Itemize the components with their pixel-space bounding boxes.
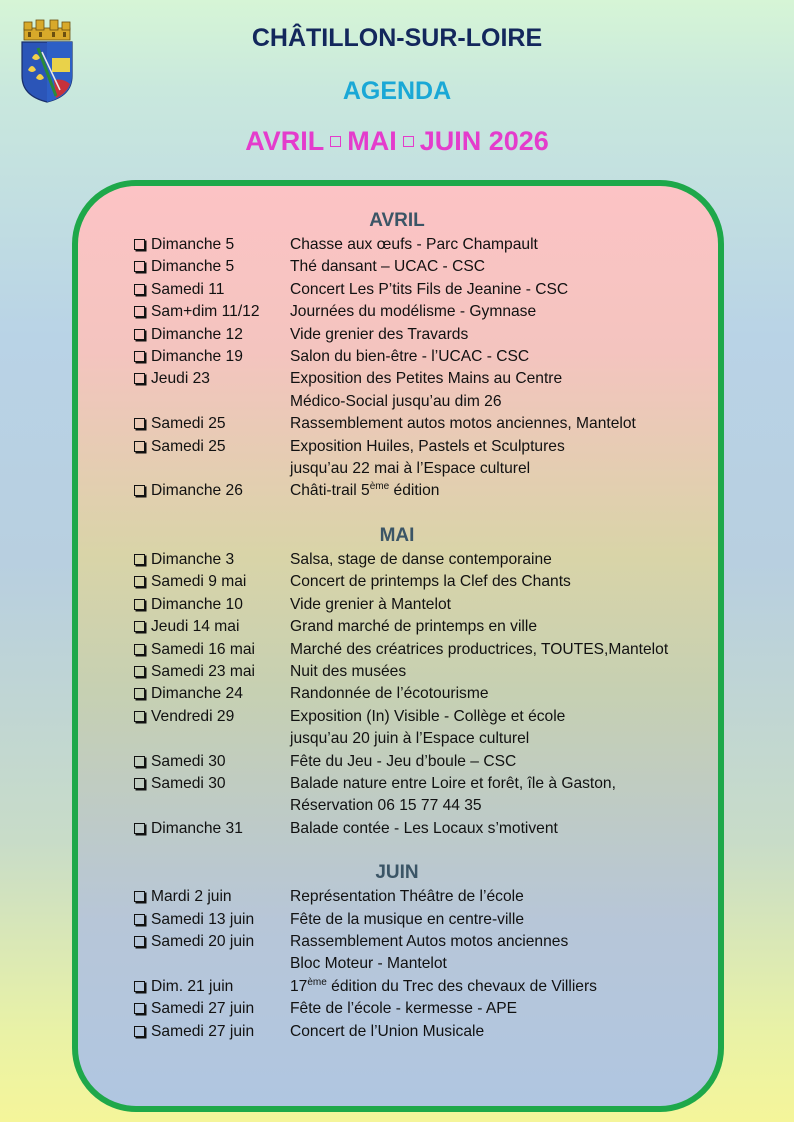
- checkbox-bullet-icon: [134, 418, 145, 429]
- event-row: [133, 256, 723, 278]
- agenda-subtitle: AGENDA: [342, 77, 452, 105]
- event-date: Dimanche 10: [151, 595, 243, 613]
- event-description: [290, 976, 723, 998]
- checkbox-bullet-icon: [134, 823, 145, 834]
- event-description: [290, 594, 723, 616]
- checkbox-bullet-icon: [134, 485, 145, 496]
- event-description: [290, 413, 723, 435]
- checkbox-bullet-icon: [134, 1026, 145, 1037]
- event-date: Samedi 13 juin: [151, 910, 255, 928]
- event-date: Samedi 20 juin: [151, 932, 255, 950]
- checkbox-bullet-icon: [134, 981, 145, 992]
- checkbox-bullet-icon: [134, 373, 145, 384]
- event-description-text: Vide grenier à Mantelot: [290, 595, 451, 613]
- event-row: [133, 976, 723, 998]
- event-description: [290, 818, 723, 840]
- event-description-text: Représentation Théâtre de l’école: [290, 888, 524, 906]
- event-date: Sam+dim 11/12: [151, 303, 260, 321]
- event-date: Samedi 30: [151, 752, 226, 770]
- event-row: [133, 616, 723, 638]
- event-date: Samedi 23 mai: [151, 662, 256, 680]
- checkbox-bullet-icon: [134, 351, 145, 362]
- event-description: [290, 279, 723, 301]
- event-description: [290, 346, 723, 368]
- event-row: [133, 1021, 723, 1043]
- event-description-text: 17: [290, 977, 308, 995]
- event-description-text: Exposition des Petites Mains au Centre Médico-Social jusqu’au dim 26: [290, 370, 563, 410]
- checkbox-bullet-icon: [134, 284, 145, 295]
- agenda-section-avril: [133, 208, 723, 503]
- event-description: [290, 998, 723, 1020]
- event-date: Dimanche 3: [151, 550, 235, 568]
- section-title: AVRIL: [369, 210, 425, 231]
- checkbox-bullet-icon: [134, 329, 145, 340]
- event-description-text: Fête de l’école - kermesse - APE: [290, 1000, 518, 1018]
- event-row: [133, 998, 723, 1020]
- event-row: [133, 886, 723, 908]
- separator-icon: [403, 136, 414, 147]
- event-row: [133, 683, 723, 705]
- event-description: [290, 683, 723, 705]
- period-part3: JUIN 2026: [419, 126, 549, 156]
- event-description: [290, 234, 723, 256]
- event-date: Dimanche 19: [151, 348, 243, 366]
- event-row: [133, 413, 723, 435]
- event-description: [290, 931, 723, 976]
- event-date: Jeudi 14 mai: [151, 618, 240, 636]
- period-part2: MAI: [347, 126, 397, 156]
- event-date: Samedi 25: [151, 437, 226, 455]
- event-description-text: Salon du bien-être - l’UCAC - CSC: [290, 348, 530, 366]
- agenda-content: [133, 208, 723, 1063]
- event-description-text: Concert de l’Union Musicale: [290, 1022, 485, 1040]
- event-description-text: Randonnée de l’écotourisme: [290, 685, 489, 703]
- event-description-text: Chasse aux œufs - Parc Champault: [290, 236, 538, 253]
- checkbox-bullet-icon: [134, 576, 145, 587]
- event-row: [133, 436, 723, 481]
- event-description: [290, 256, 723, 278]
- event-description: [290, 639, 723, 661]
- event-date: Dimanche 5: [151, 236, 235, 253]
- section-title: JUIN: [375, 862, 419, 884]
- event-row: [133, 706, 723, 751]
- event-row: [133, 751, 723, 773]
- event-date: Vendredi 29: [151, 707, 235, 725]
- event-row: [133, 346, 723, 368]
- event-description: [290, 773, 723, 818]
- event-description: [290, 909, 723, 931]
- event-row: [133, 594, 723, 616]
- event-description-text: Rassemblement autos motos anciennes, Mantelot: [290, 415, 636, 433]
- agenda-section-juin: [133, 860, 723, 1043]
- event-row: [133, 324, 723, 346]
- event-date: Dimanche 26: [151, 482, 243, 500]
- checkbox-bullet-icon: [134, 756, 145, 767]
- event-date: Dimanche 5: [151, 258, 235, 276]
- event-description-text: Salsa, stage de danse contemporaine: [290, 550, 552, 568]
- event-row: [133, 480, 723, 502]
- event-description: [290, 480, 723, 502]
- event-row: [133, 773, 723, 818]
- event-description: [290, 1021, 723, 1043]
- agenda-section-mai: [133, 523, 723, 840]
- event-row: [133, 301, 723, 323]
- checkbox-bullet-icon: [134, 778, 145, 789]
- event-description-text: Thé dansant – UCAC - CSC: [290, 258, 485, 276]
- event-date: Samedi 30: [151, 774, 226, 792]
- event-description: [290, 616, 723, 638]
- event-row: [133, 549, 723, 571]
- event-description: [290, 571, 723, 593]
- event-date: Samedi 27 juin: [151, 1022, 255, 1040]
- ordinal-superscript: ème: [307, 976, 327, 988]
- event-description-text: Balade contée - Les Locaux s’motivent: [290, 819, 558, 837]
- event-row: [133, 279, 723, 301]
- event-description-text: Rassemblement Autos motos anciennes Bloc Moteur - Mantelot: [290, 932, 569, 973]
- event-date: Samedi 25: [151, 415, 226, 433]
- separator-icon: [330, 136, 341, 147]
- event-date: Jeudi 23: [151, 370, 210, 388]
- checkbox-bullet-icon: [134, 688, 145, 699]
- event-date: Mardi 2 juin: [151, 888, 232, 906]
- event-description-text: Fête du Jeu - Jeu d’boule – CSC: [290, 752, 517, 770]
- period-title: [0, 126, 794, 157]
- event-description: [290, 324, 723, 346]
- event-row: [133, 571, 723, 593]
- event-date: Dimanche 24: [151, 685, 243, 703]
- checkbox-bullet-icon: [134, 261, 145, 272]
- event-description: [290, 661, 723, 683]
- event-description: [290, 549, 723, 571]
- period-part1: AVRIL: [245, 126, 325, 156]
- event-description: [290, 368, 723, 413]
- event-description-text: Concert Les P’tits Fils de Jeanine - CSC: [290, 280, 569, 298]
- event-description-text: Châti-trail 5: [290, 482, 370, 500]
- event-date: Samedi 27 juin: [151, 1000, 255, 1018]
- checkbox-bullet-icon: [134, 644, 145, 655]
- event-row: [133, 234, 723, 256]
- event-date: Samedi 9 mai: [151, 573, 247, 591]
- event-description-text: Journées du modélisme - Gymnase: [290, 303, 537, 321]
- event-description-text: Marché des créatrices productrices, TOUTES,Mantelot: [290, 640, 669, 658]
- checkbox-bullet-icon: [134, 914, 145, 925]
- event-row: [133, 661, 723, 683]
- event-date: Dim. 21 juin: [151, 977, 234, 995]
- checkbox-bullet-icon: [134, 621, 145, 632]
- event-description-text: Concert de printemps la Clef des Chants: [290, 573, 571, 591]
- event-date: Samedi 11: [151, 280, 225, 298]
- event-description-text: Exposition Huiles, Pastels et Sculptures jusqu’au 22 mai à l’Espace culturel: [290, 437, 565, 478]
- event-description: [290, 706, 723, 751]
- section-title: MAI: [379, 524, 415, 546]
- event-description-text: Nuit des musées: [290, 662, 407, 680]
- event-description: [290, 751, 723, 773]
- checkbox-bullet-icon: [134, 1003, 145, 1014]
- ordinal-superscript: ème: [369, 481, 390, 493]
- event-description: [290, 301, 723, 323]
- event-description-text: Fête de la musique en centre-ville: [290, 910, 525, 928]
- event-description-text: Balade nature entre Loire et forêt, île à Gaston, Réservation 06 15 77 44 35: [290, 774, 616, 815]
- event-row: [133, 909, 723, 931]
- event-row: [133, 368, 723, 413]
- event-row: [133, 818, 723, 840]
- checkbox-bullet-icon: [134, 441, 145, 452]
- checkbox-bullet-icon: [134, 554, 145, 565]
- checkbox-bullet-icon: [134, 711, 145, 722]
- checkbox-bullet-icon: [134, 891, 145, 902]
- event-description-text: édition du Trec des chevaux de Villiers: [326, 977, 597, 995]
- checkbox-bullet-icon: [134, 666, 145, 677]
- checkbox-bullet-icon: [134, 306, 145, 317]
- event-description-text: Vide grenier des Travards: [290, 325, 469, 343]
- event-row: [133, 639, 723, 661]
- event-description-text: Exposition (In) Visible - Collège et école jusqu’au 20 juin à l’Espace culturel: [290, 707, 566, 748]
- event-row: [133, 931, 723, 976]
- event-description: [290, 886, 723, 908]
- town-title: CHÂTILLON-SUR-LOIRE: [251, 24, 543, 52]
- event-date: Dimanche 12: [151, 325, 243, 343]
- event-description-text: Grand marché de printemps en ville: [290, 618, 538, 636]
- event-description-text: édition: [389, 482, 440, 500]
- checkbox-bullet-icon: [134, 599, 145, 610]
- event-description: [290, 436, 723, 481]
- event-date: Dimanche 31: [151, 819, 243, 837]
- event-date: Samedi 16 mai: [151, 640, 256, 658]
- checkbox-bullet-icon: [134, 239, 145, 250]
- checkbox-bullet-icon: [134, 936, 145, 947]
